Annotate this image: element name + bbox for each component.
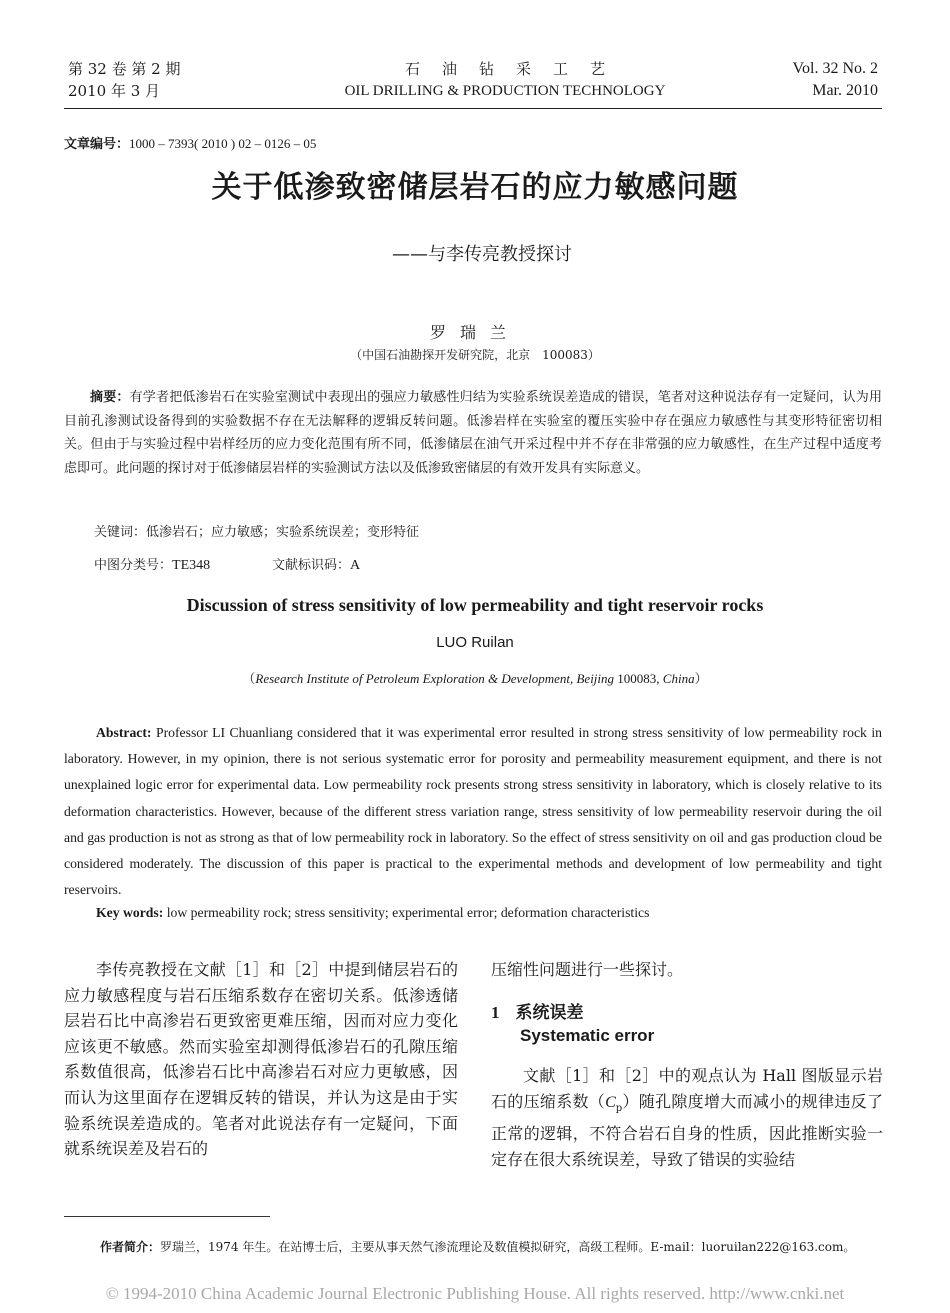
affiliation-en-institute: Research Institute of Petroleum Exploration & Development, Beijing	[255, 671, 615, 686]
section-heading-cn	[491, 998, 584, 1023]
header-divider	[64, 108, 882, 109]
footnote-label: 作者简介：	[100, 1240, 161, 1254]
abstract-cn-text: 有学者把低渗岩石在实验室测试中表现出的强应力敏感性归结为实验系统误差造成的错误，笔者对这种说法存有一定疑问，认为用目前孔渗测试设备得到的实验数据不存在无法解释的逻辑反转问题。低渗岩样在实验室的覆压实验中存在强应力敏感性与其变形特征密切相关。但由于与实验过程中岩样经历的应力变化范围有所不同，低渗储层在油气开采过程中并不存在非常强的应力敏感性，在生产过程中适度考虑即可。此问题的探讨对于低渗储层岩样的实验测试方法以及低渗致密储层的有效开发具有实际意义。	[64, 390, 882, 476]
keywords-cn	[94, 521, 419, 540]
paren-close: ）	[694, 671, 708, 686]
body-right-paragraph	[491, 1063, 883, 1173]
section-title-cn: 系统误差	[515, 1003, 584, 1023]
doc-code-value: A	[350, 558, 361, 573]
author-name-cn: 罗瑞兰	[429, 323, 520, 342]
body-right-text-b: ）随孔隙度增大而减小的规律违反了正常的逻辑，不符合岩石自身的性质，因此推断实验一定存在很大系统误差，导致了错误的实验结	[491, 1091, 883, 1169]
volume-issue: 第 32 卷 第 2 期	[68, 60, 181, 78]
affiliation-en-postcode: 100083,	[614, 671, 663, 686]
symbol-subscript-p: p	[615, 1102, 623, 1114]
body-right-continuation: 压缩性问题进行一些探讨。	[491, 960, 684, 979]
author-name-en: LUO Ruilan	[436, 634, 514, 651]
keywords-cn-label: 关键词：	[94, 525, 147, 540]
abstract-en	[64, 720, 882, 903]
author-footnote	[100, 1238, 855, 1255]
footnote-divider	[64, 1216, 270, 1217]
clc-number	[94, 554, 210, 574]
body-right-text-a: 文献［1］和［2］中的观点认为 Hall 图版显示岩石的压缩系数（	[491, 1066, 883, 1111]
journal-name	[300, 58, 710, 102]
abstract-en-label: Abstract:	[96, 725, 152, 740]
title-en: Discussion of stress sensitivity of low permeability and tight reservoir rocks	[186, 595, 764, 615]
issue-date-en: Mar. 2010	[812, 82, 878, 99]
page-title: 关于低渗致密储层岩石的应力敏感问题	[211, 170, 739, 205]
affiliation-en	[0, 668, 950, 687]
journal-issue-en	[793, 58, 879, 102]
abstract-en-text: Professor LI Chuanliang considered that it was experimental error resulted in strong stress sensitivity of low permeability rock in laboratory. However, in my opinion, there is not serious systematic error for porosity and permeability measurement equipment, and there is not unexplained logic error for experimental data. Low permeability rock presents strong stress sensitivity in laboratory, which is closely relative to its deformation characteristics. However, because of the different stress variation range, stress sensitivity of low permeability reservoir during the oil and gas production is not as strong as that of low permeability rock in laboratory. So the effect of stress sensitivity on oil and gas production cloud be considered moderately. The discussion of this paper is practical to the experimental methods and development of low permeability and tight reservoirs.	[64, 725, 882, 898]
journal-name-en: OIL DRILLING & PRODUCTION TECHNOLOGY	[344, 83, 666, 99]
section-heading-en: Systematic error	[520, 1026, 655, 1045]
abstract-cn-label: 摘要：	[90, 390, 130, 405]
document-code	[272, 554, 360, 574]
symbol-c: C	[605, 1093, 616, 1111]
copyright-watermark: © 1994-2010 China Academic Journal Electronic Publishing House. All rights reserved. http://www.cnki.net	[105, 1284, 845, 1303]
journal-name-cn: 石油钻采工艺	[404, 60, 627, 78]
footnote-text: 罗瑞兰，1974 年生。在站博士后，主要从事天然气渗流理论及数值模拟研究，高级工程师。E-mail：luoruilan222@163.com。	[160, 1240, 856, 1254]
affiliation-cn: （中国石油勘探开发研究院，北京 100083）	[350, 348, 600, 362]
abstract-cn	[64, 386, 882, 480]
paren-open: （	[242, 671, 256, 686]
doc-code-label: 文献标识码：	[272, 558, 351, 573]
page-subtitle: ——与李传亮教授探讨	[392, 244, 572, 265]
volume-issue-en: Vol. 32 No. 2	[792, 60, 878, 77]
keywords-en-label: Key words:	[96, 905, 164, 920]
clc-value: TE348	[172, 558, 211, 573]
article-number-value: 1000 – 7393( 2010 ) 02 – 0126 – 05	[129, 136, 317, 151]
affiliation-en-country: China	[662, 671, 695, 686]
article-number-label: 文章编号：	[64, 137, 130, 152]
keywords-cn-value: 低渗岩石；应力敏感；实验系统误差；变形特征	[146, 525, 420, 540]
keywords-en-value: low permeability rock; stress sensitivity; experimental error; deformation characteristics	[163, 905, 650, 920]
clc-label: 中图分类号：	[94, 558, 173, 573]
article-number	[64, 133, 316, 152]
section-number: 1	[491, 1003, 500, 1022]
journal-issue-cn	[68, 58, 180, 102]
issue-date: 2010 年 3 月	[68, 82, 161, 100]
body-left-paragraph: 李传亮教授在文献［1］和［2］中提到储层岩石的应力敏感程度与岩石压缩系数存在密切关系。低渗透储层岩石比中高渗岩石更致密更难压缩，因而对应力变化应该更不敏感。然而实验室却测得低渗岩石的孔隙压缩系数值很高，低渗岩石比中高渗岩石对应力更敏感，因而认为这里面存在逻辑反转的错误，并认为这是由于实验系统误差造成的。笔者对此说法存有一定疑问，下面就系统误差及岩石的	[64, 960, 458, 1159]
keywords-en	[96, 905, 649, 921]
